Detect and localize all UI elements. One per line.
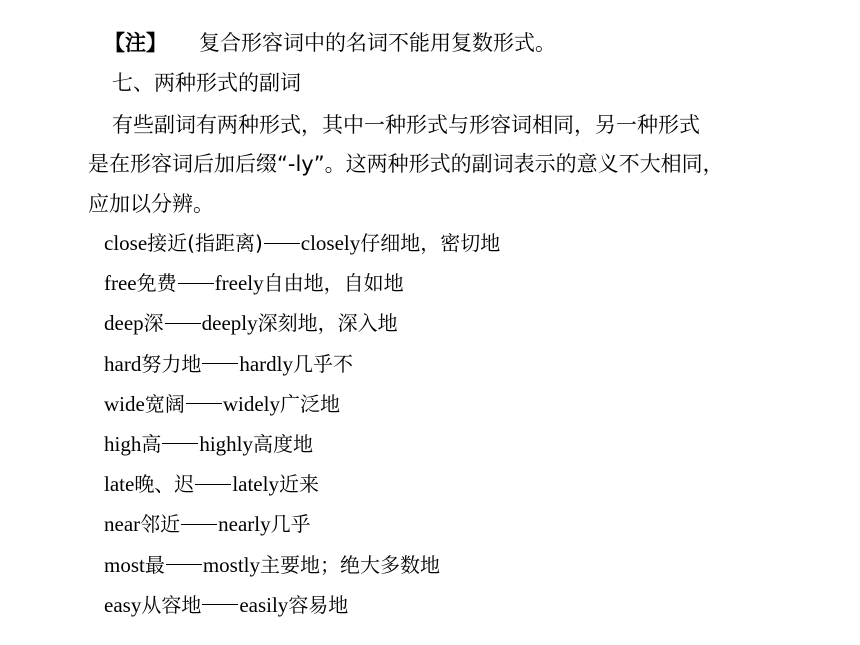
adjective-meaning: 高 [141, 431, 162, 456]
dash-separator [178, 283, 214, 284]
adjective-meaning: 努力地 [141, 351, 202, 376]
note-tag: 【注】 [104, 31, 167, 55]
adverb-meaning: 广泛地 [279, 391, 340, 416]
adjective-word: late [104, 472, 135, 497]
dash-separator [165, 323, 201, 324]
word-pair-item [104, 550, 500, 590]
adjective-meaning: 晚、迟 [134, 472, 195, 497]
adverb-meaning: 深刻地，深入地 [257, 311, 398, 336]
adjective-word: easy [104, 592, 142, 617]
word-pair-item [104, 469, 500, 509]
paragraph-line: 有些副词有两种形式，其中一种形式与形容词相同，另一种形式 [112, 113, 700, 137]
adjective-word: near [104, 512, 141, 537]
word-pair-item [104, 349, 500, 389]
dash-separator [195, 484, 231, 485]
adverb-word: highly [199, 431, 254, 456]
adjective-meaning: 接近(指距离) [147, 231, 263, 255]
adjective-meaning: 深 [143, 311, 164, 336]
adjective-meaning: 邻近 [140, 512, 181, 537]
adjective-meaning: 从容地 [141, 592, 202, 617]
adverb-meaning: 仔细地，密切地 [360, 231, 501, 255]
note-text: 复合形容词中的名词不能用复数形式。 [199, 31, 556, 55]
adverb-word: lately [232, 472, 279, 497]
adverb-meaning: 几乎不 [292, 351, 353, 376]
paragraph-line: 应加以分辨。 [88, 192, 214, 216]
adverb-word: closely [300, 231, 361, 255]
word-pair-item [104, 228, 500, 268]
adverb-word: easily [239, 592, 289, 617]
word-pair-list [104, 228, 500, 630]
adverb-word: deeply [201, 311, 258, 336]
paragraph-line: 是在形容词后加后缀“-ly”。这两种形式的副词表示的意义不大相同， [88, 152, 724, 176]
adjective-word: hard [104, 351, 142, 376]
adjective-word: close [104, 231, 148, 255]
adjective-meaning: 最 [144, 552, 165, 577]
dash-separator [166, 564, 202, 565]
adjective-word: high [104, 431, 142, 456]
adverb-word: mostly [202, 552, 261, 577]
word-pair-item [104, 268, 500, 308]
adverb-meaning: 主要地；绝大多数地 [260, 552, 441, 577]
adverb-meaning: 近来 [278, 472, 319, 497]
adjective-word: most [104, 552, 145, 577]
adverb-word: widely [222, 391, 280, 416]
word-pair-item [104, 389, 500, 429]
adverb-meaning: 容易地 [288, 592, 349, 617]
adverb-meaning: 高度地 [253, 431, 314, 456]
adjective-word: wide [104, 391, 145, 416]
adverb-word: nearly [218, 512, 271, 537]
adverb-meaning: 几乎 [270, 512, 311, 537]
dash-separator [162, 443, 198, 444]
adjective-meaning: 宽阔 [144, 391, 185, 416]
word-pair-item [104, 308, 500, 348]
dash-separator [264, 243, 300, 244]
adjective-word: free [104, 271, 137, 296]
section-heading: 七、两种形式的副词 [112, 71, 301, 95]
note-line [104, 28, 556, 58]
adjective-word: deep [104, 311, 144, 336]
word-pair-item [104, 509, 500, 549]
dash-separator [202, 363, 238, 364]
dash-separator [186, 403, 222, 404]
word-pair-item [104, 429, 500, 469]
adverb-word: freely [214, 271, 264, 296]
dash-separator [181, 524, 217, 525]
adverb-meaning: 自由地，自如地 [263, 271, 404, 296]
word-pair-item [104, 590, 500, 630]
dash-separator [202, 604, 238, 605]
adjective-meaning: 免费 [136, 271, 177, 296]
adverb-word: hardly [239, 351, 293, 376]
